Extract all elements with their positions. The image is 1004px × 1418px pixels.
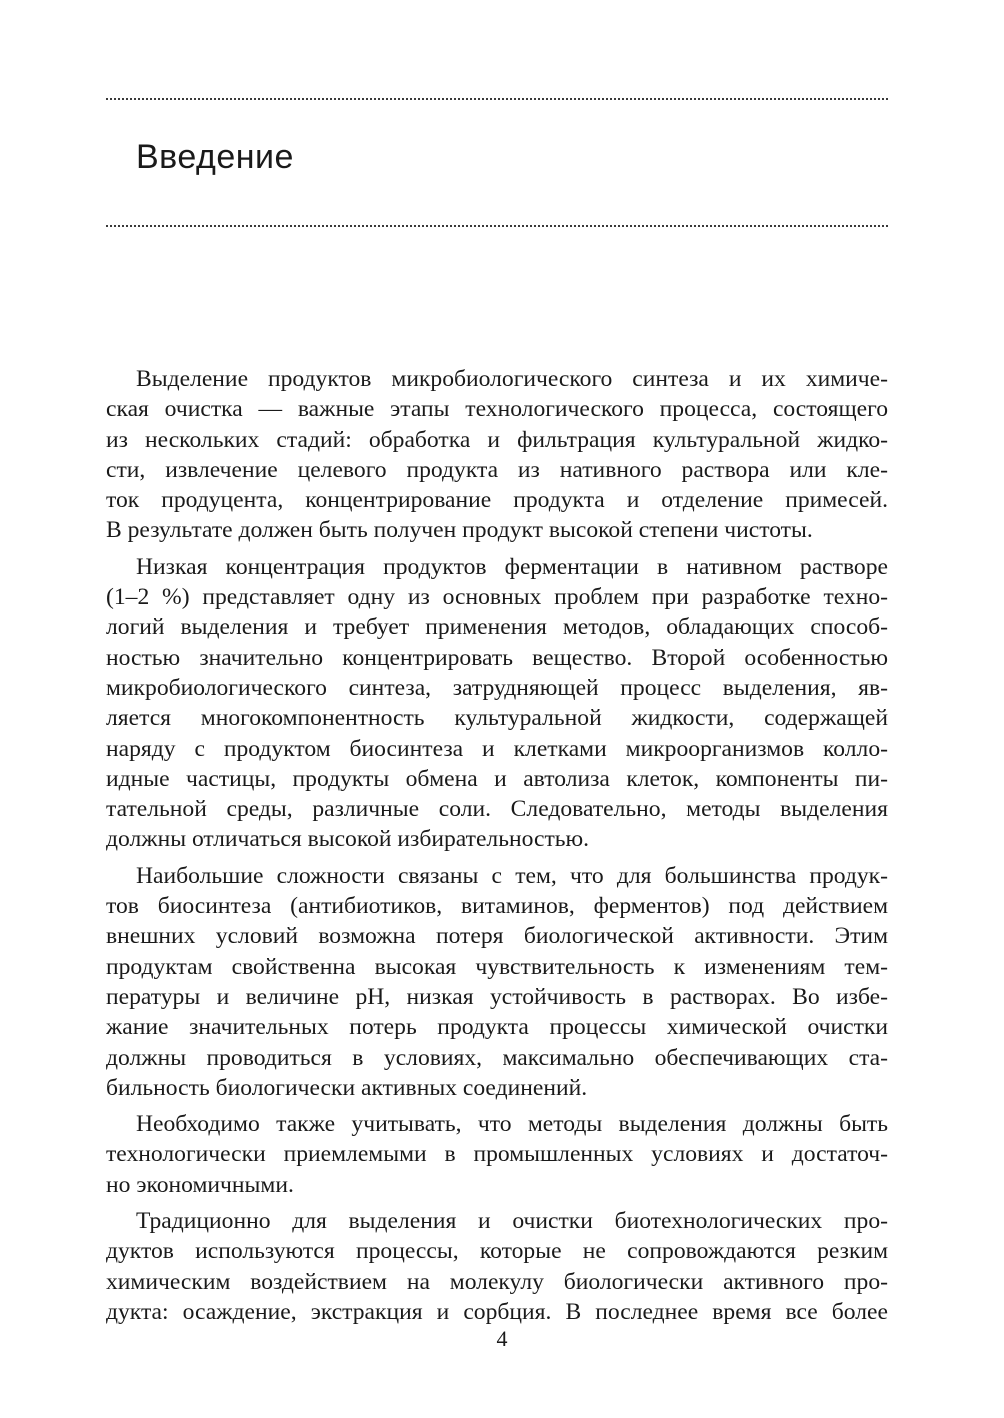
text-line: ностью значительно концентрировать вещество. Второй особенностью	[106, 644, 888, 671]
text-line: Традиционно для выделения и очистки биотехнологических про-	[136, 1208, 888, 1235]
chapter-title: Введение	[136, 138, 294, 176]
text-line: микробиологического синтеза, затрудняющей процесс выделения, яв-	[106, 674, 888, 701]
text-line: ток продуцента, концентрирование продукта и отделение примесей.	[106, 487, 888, 514]
text-line: сти, извлечение целевого продукта из нативного раствора или кле-	[106, 456, 888, 483]
text-line: логий выделения и требует применения методов, обладающих способ-	[106, 614, 888, 641]
text-line: ляется многокомпонентность культуральной жидкости, содержащей	[106, 705, 888, 732]
text-line: В результате должен быть получен продукт высокой степени чистоты.	[106, 517, 813, 544]
text-line: дуктов используются процессы, которые не сопровождаются резким	[106, 1238, 888, 1265]
text-line: (1–2 %) представляет одну из основных проблем при разработке техно-	[106, 584, 888, 611]
text-line: наряду с продуктом биосинтеза и клетками микроорганизмов колло-	[106, 735, 888, 762]
text-line: продуктам свойственна высокая чувствительность к изменениям тем-	[106, 953, 888, 980]
text-line: тательной среды, различные соли. Следовательно, методы выделения	[106, 796, 888, 823]
text-line: Наибольшие сложности связаны с тем, что для большинства продук-	[136, 862, 888, 889]
text-line: химическим воздействием на молекулу биологически активного про-	[106, 1268, 888, 1295]
body-text	[106, 364, 888, 1327]
text-line: должны проводиться в условиях, максимально обеспечивающих ста-	[106, 1044, 888, 1071]
paragraph-3	[106, 861, 888, 1103]
text-line: должны отличаться высокой избирательностью.	[106, 826, 590, 853]
text-line: тов биосинтеза (антибиотиков, витаминов, ферментов) под действием	[106, 893, 888, 920]
text-line: Низкая концентрация продуктов ферментации в нативном растворе	[136, 553, 888, 580]
text-line: но экономичными.	[106, 1171, 294, 1198]
text-line: ская очистка — важные этапы технологического процесса, состоящего	[106, 396, 888, 423]
top-dotted-rule	[106, 98, 888, 100]
text-line: жание значительных потерь продукта процессы химической очистки	[106, 1014, 888, 1041]
paragraph-4	[106, 1109, 888, 1200]
paragraph-5	[106, 1206, 888, 1327]
page-number: 4	[496, 1326, 508, 1351]
text-line: пературы и величине pH, низкая устойчивость в растворах. Во избе-	[106, 983, 888, 1010]
text-line: Необходимо также учитывать, что методы выделения должны быть	[136, 1111, 888, 1138]
text-line: дукта: осаждение, экстракция и сорбция. В последнее время все более	[106, 1298, 888, 1325]
paragraph-1	[106, 364, 888, 546]
text-line: из нескольких стадий: обработка и фильтрация культуральной жидко-	[106, 426, 888, 453]
paragraph-2	[106, 552, 888, 855]
text-line: технологически приемлемыми в промышленных условиях и достаточ-	[106, 1141, 888, 1168]
text-line: Выделение продуктов микробиологического синтеза и их химиче-	[136, 366, 888, 392]
text-line: идные частицы, продукты обмена и автолиза клеток, компоненты пи-	[106, 765, 888, 792]
text-line: внешних условий возможна потеря биологической активности. Этим	[106, 923, 888, 950]
bottom-dotted-rule	[106, 225, 888, 227]
text-line: бильность биологически активных соединений.	[106, 1074, 588, 1101]
